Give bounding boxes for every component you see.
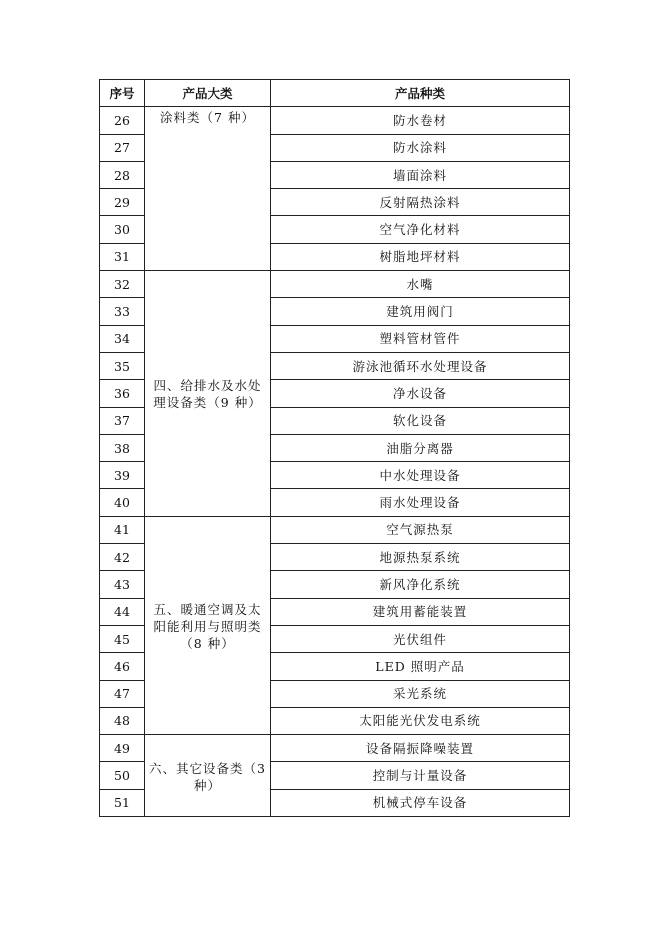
row-name: 设备隔振降噪装置 [271,735,570,762]
row-name: 净水设备 [271,380,570,407]
header-seq: 序号 [100,80,145,107]
row-seq: 36 [100,380,145,407]
category-cell: 六、其它设备类（3 种） [145,735,271,817]
row-name: 游泳池循环水处理设备 [271,352,570,379]
table-row [100,735,570,762]
table-header-row [100,80,570,107]
row-name: 空气源热泵 [271,516,570,543]
row-seq: 40 [100,489,145,516]
row-name: 防水涂料 [271,134,570,161]
row-seq: 30 [100,216,145,243]
row-name: 采光系统 [271,680,570,707]
row-seq: 49 [100,735,145,762]
row-seq: 34 [100,325,145,352]
row-seq: 38 [100,434,145,461]
table-row [100,107,570,134]
row-seq: 41 [100,516,145,543]
row-seq: 31 [100,243,145,270]
row-name: 雨水处理设备 [271,489,570,516]
row-seq: 46 [100,653,145,680]
header-category: 产品大类 [145,80,271,107]
row-name: 反射隔热涂料 [271,189,570,216]
row-seq: 42 [100,544,145,571]
row-name: 软化设备 [271,407,570,434]
row-name: 建筑用阀门 [271,298,570,325]
row-seq: 39 [100,462,145,489]
table-row [100,516,570,543]
product-table [99,79,570,817]
row-name: 机械式停车设备 [271,789,570,816]
row-seq: 33 [100,298,145,325]
row-seq: 50 [100,762,145,789]
row-name: 太阳能光伏发电系统 [271,707,570,734]
row-seq: 26 [100,107,145,134]
category-cell: 四、给排水及水处理设备类（9 种） [145,271,271,517]
row-seq: 28 [100,161,145,188]
row-name: 中水处理设备 [271,462,570,489]
row-name: 光伏组件 [271,625,570,652]
row-seq: 45 [100,625,145,652]
table-row [100,271,570,298]
row-name: 地源热泵系统 [271,544,570,571]
row-name: 油脂分离器 [271,434,570,461]
row-seq: 29 [100,189,145,216]
row-seq: 32 [100,271,145,298]
row-name: 空气净化材料 [271,216,570,243]
row-name: 塑料管材管件 [271,325,570,352]
category-cell: 涂料类（7 种） [145,107,271,271]
row-name: LED 照明产品 [271,653,570,680]
row-name: 建筑用蓄能装置 [271,598,570,625]
row-seq: 27 [100,134,145,161]
category-cell: 五、暖通空调及太阳能利用与照明类（8 种） [145,516,271,734]
row-seq: 51 [100,789,145,816]
row-seq: 44 [100,598,145,625]
row-seq: 47 [100,680,145,707]
row-name: 树脂地坪材料 [271,243,570,270]
row-seq: 35 [100,352,145,379]
row-name: 墙面涂料 [271,161,570,188]
header-type: 产品种类 [271,80,570,107]
row-name: 防水卷材 [271,107,570,134]
row-name: 水嘴 [271,271,570,298]
row-seq: 43 [100,571,145,598]
row-seq: 37 [100,407,145,434]
row-name: 控制与计量设备 [271,762,570,789]
row-name: 新风净化系统 [271,571,570,598]
row-seq: 48 [100,707,145,734]
